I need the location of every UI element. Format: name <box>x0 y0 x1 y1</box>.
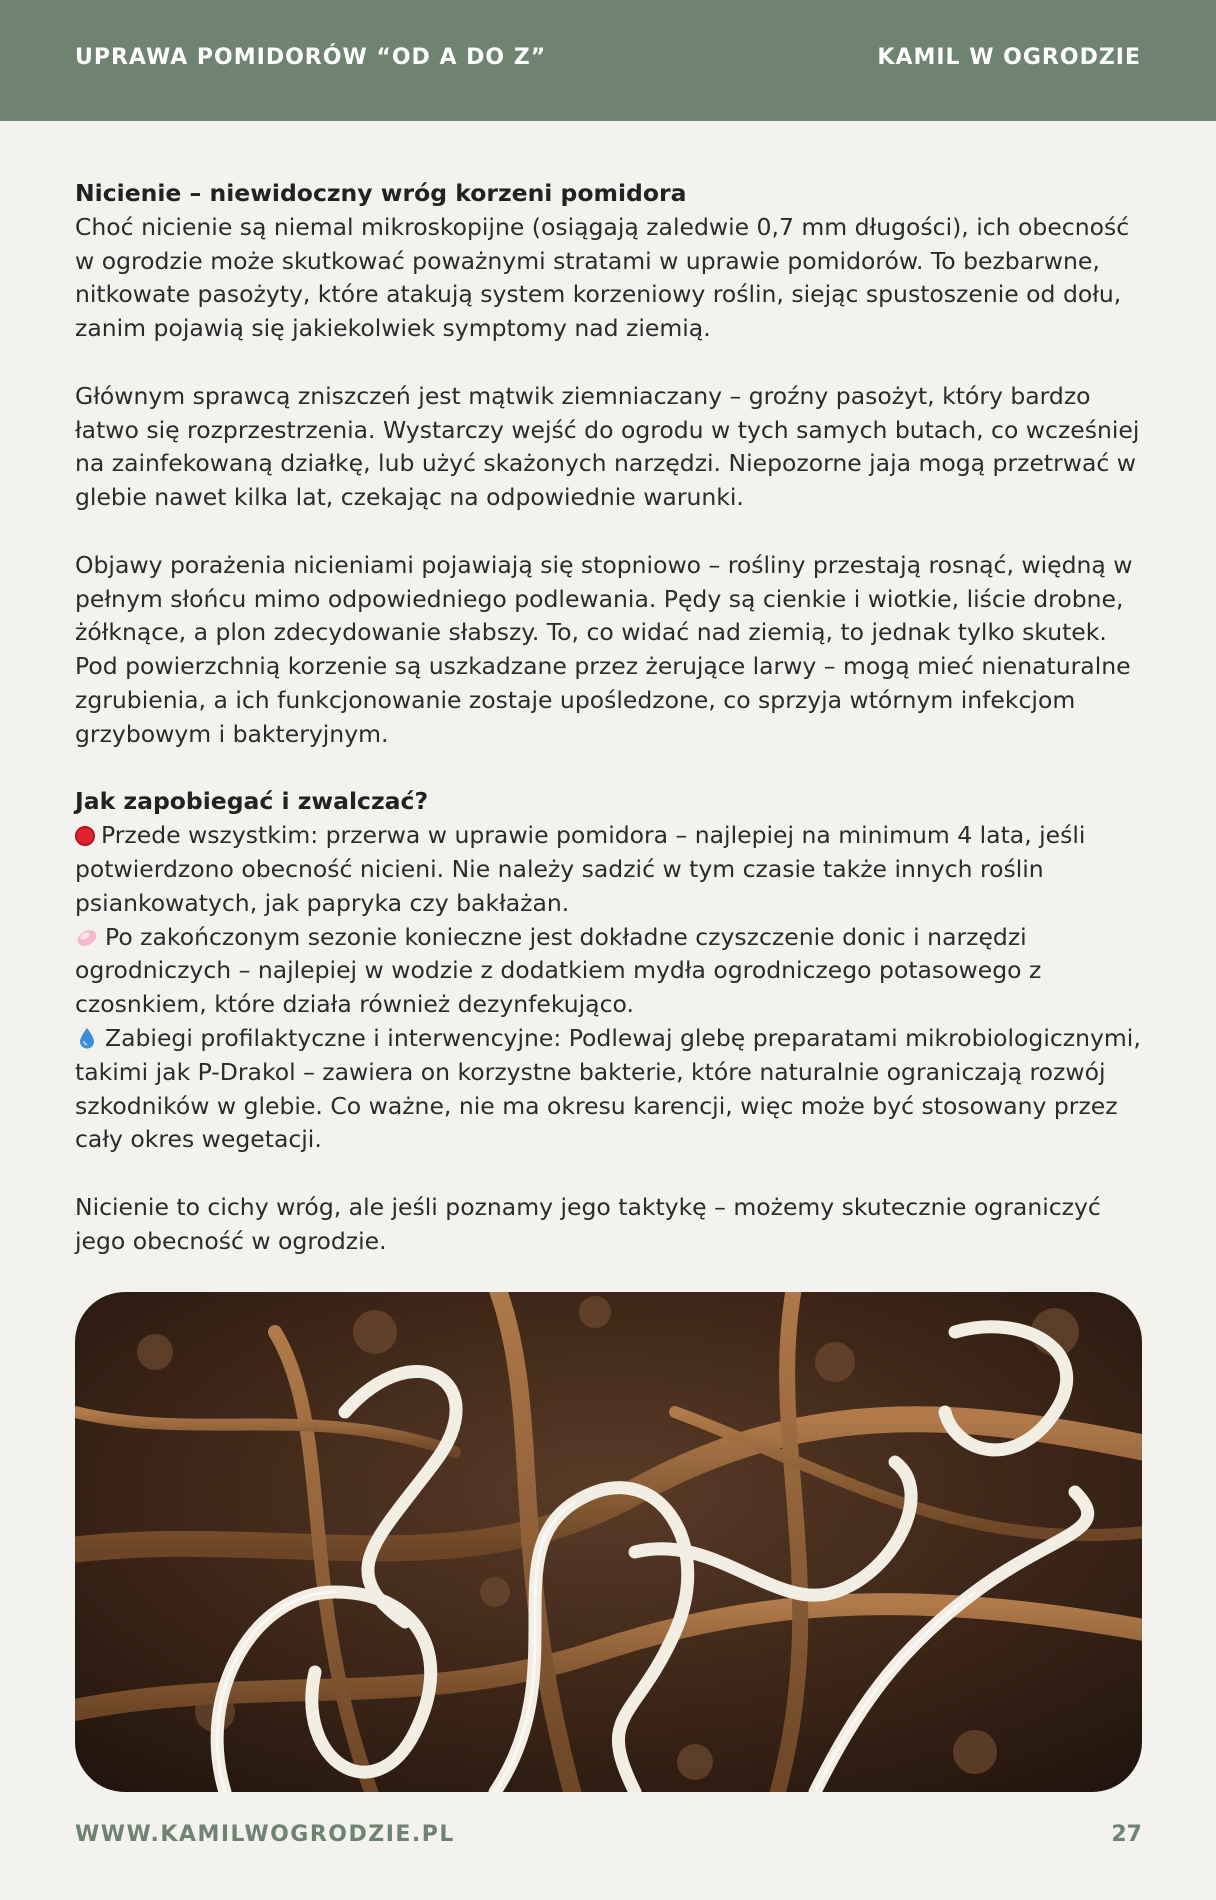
list-item-text: Po zakończonym sezonie konieczne jest dokładne czyszczenie donic i narzędzi ogrodniczych – najlepiej w wodzie z dodatkiem mydła ogrodniczego potasowego z czosnkiem, które działa również dezynfekująco. <box>75 922 1042 1019</box>
list-item <box>75 921 1145 1022</box>
list-item-text: Zabiegi profilaktyczne i interwencyjne: Podlewaj glebę preparatami mikrobiologicznymi, takimi jak P-Drakol – zawiera on korzystne bakterie, które naturalnie ograniczają rozwój szkodników w glebie. Co ważne, nie ma okresu karencji, więc może być stosowany przez cały okres wegetacji. <box>75 1023 1141 1154</box>
page-number: 27 <box>1111 1822 1142 1847</box>
footer-url[interactable]: WWW.KAMILWOGRODZIE.PL <box>75 1822 455 1847</box>
nematodes-on-roots-image <box>75 1292 1142 1792</box>
list-item-text: Przede wszystkim: przerwa w uprawie pomidora – najlepiej na minimum 4 lata, jeśli potwierdzono obecność nicieni. Nie należy sadzić w tym czasie także innych roślin psiankowatych, jak papryka czy bakłażan. <box>75 821 1086 917</box>
closing-paragraph: Nicienie to cichy wróg, ale jeśli poznamy jego taktykę – możemy skutecznie ograniczyć jego obecność w ogrodzie. <box>75 1192 1101 1255</box>
book-title: UPRAWA POMIDORÓW “OD A DO Z” <box>75 45 547 70</box>
list-item <box>75 819 1145 920</box>
section-title: Nicienie – niewidoczny wróg korzeni pomidora <box>75 179 687 207</box>
author-name: KAMIL W OGRODZIE <box>877 45 1141 70</box>
nematodes-photo <box>75 1292 1142 1792</box>
symptoms-paragraph: Objawy porażenia nicieniami pojawiają się stopniowo – rośliny przestają rosnąć, więdną w pełnym słońcu mimo odpowiedniego podlewania. Pędy są cienkie i wiotkie, liście drobne, żółknące, a plon zdecydowanie słabszy. To, co widać nad ziemią, to jednak tylko skutek. Pod powierzchnią korzenie są uszkadzane przez żerujące larwy – mogą mieć nienaturalne zgrubienia, a ich funkcjonowanie zostaje upośledzone, co sprzyja wtórnym infekcjom grzybowym i bakteryjnym. <box>75 550 1133 748</box>
page-header <box>0 0 1216 121</box>
stop-sign-icon <box>75 826 95 846</box>
prevention-title: Jak zapobiegać i zwalczać? <box>75 787 429 816</box>
list-item <box>75 1022 1145 1157</box>
intro-paragraph: Choć nicienie są niemal mikroskopijne (osiągają zaledwie 0,7 mm długości), ich obecność w ogrodzie może skutkować poważnymi stratami w uprawie pomidorów. To bezbarwne, nitkowate pasożyty, które atakują system korzeniowy roślin, siejąc spustoszenie od dołu, zanim pojawią się jakiekolwiek symptomy nad ziemią. <box>75 212 1130 343</box>
article-body <box>75 177 1145 1292</box>
water-drop-icon <box>75 1026 99 1050</box>
soap-icon <box>75 925 99 949</box>
cause-paragraph: Głównym sprawcą zniszczeń jest mątwik ziemniaczany – groźny pasożyt, który bardzo łatwo się rozprzestrzenia. Wystarczy wejść do ogrodu w tych samych butach, co wcześniej na zainfekowaną działkę, lub użyć skażonych narzędzi. Niepozorne jaja mogą przetrwać w glebie nawet kilka lat, czekając na odpowiednie warunki. <box>75 381 1140 512</box>
